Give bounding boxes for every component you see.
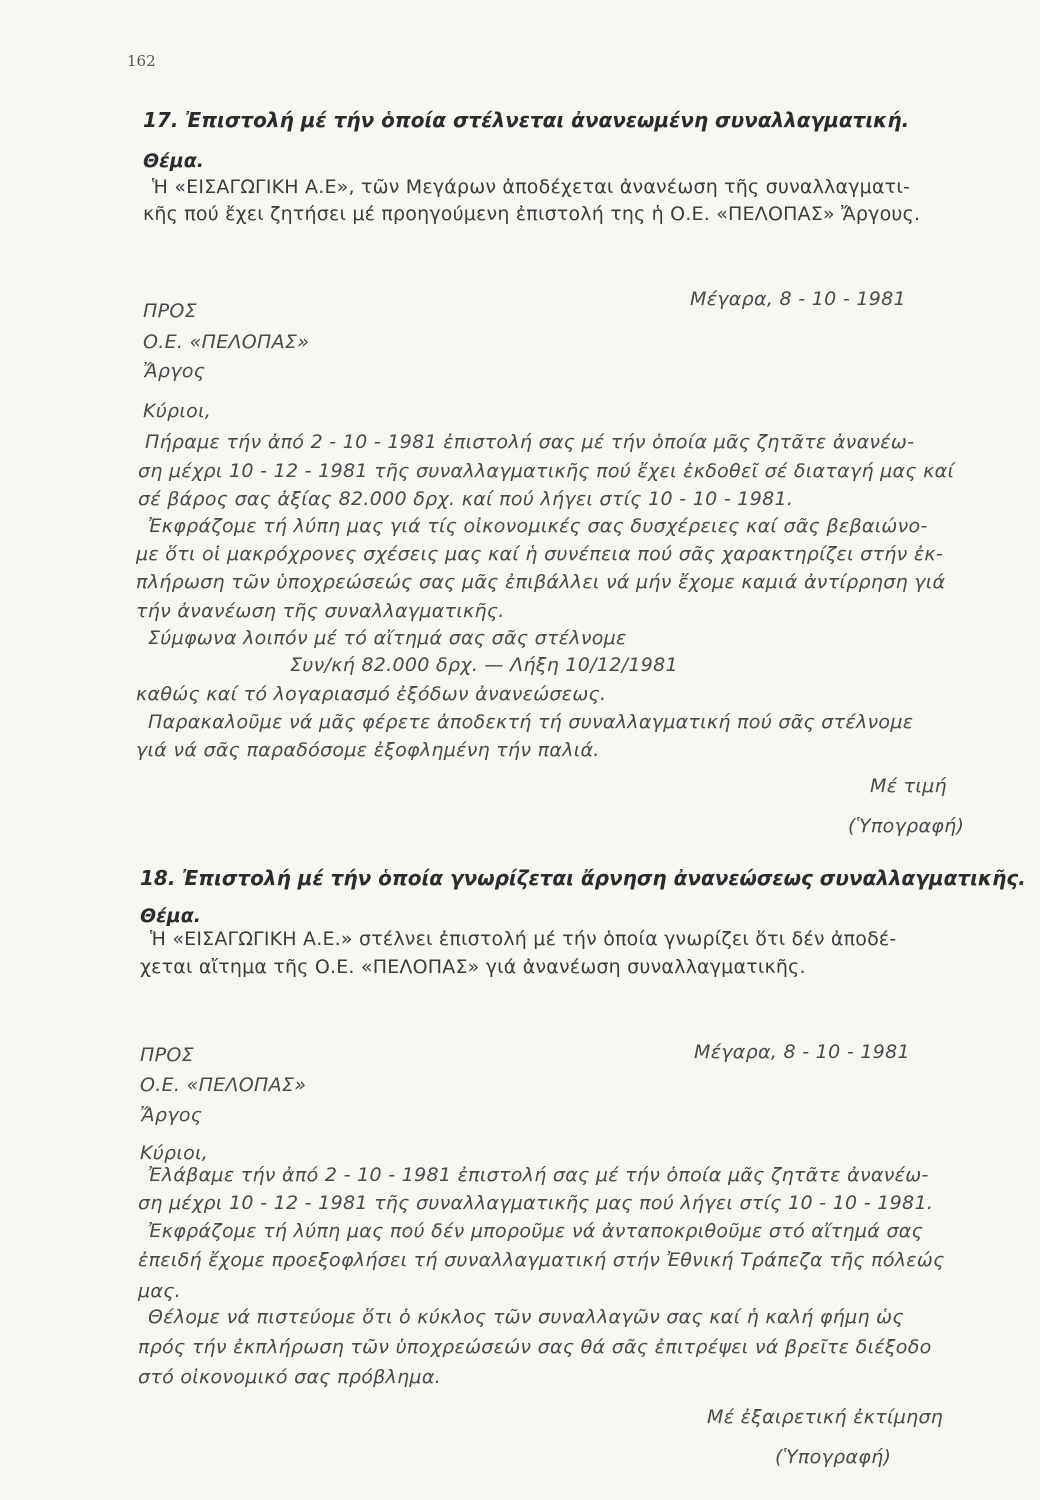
section-17-subject-line: κῆς πού ἔχει ζητήσει μέ προηγούμενη ἐπιστολή της ἡ Ο.Ε. «ΠΕΛΟΠΑΣ» Ἄργους. <box>143 203 921 225</box>
section-17-body-line: Ἐκφράζομε τή λύπη μας γιά τίς οἰκονομικές σας δυσχέρειες καί σᾶς βεβαιώνο- <box>148 515 928 537</box>
section-17-subject-label: Θέμα. <box>143 150 204 172</box>
section-17-body-line: πλήρωση τῶν ὑποχρεώσεώς σας μᾶς ἐπιβάλλει νά μήν ἔχομε καμιά ἀντίρρηση γιά <box>136 571 946 593</box>
section-18-body-line: μας. <box>138 1280 182 1302</box>
section-18-body-line: Ἐκφράζομε τή λύπη μας πού δέν μποροῦμε νά ἀνταποκριθοῦμε στό αἴτημά σας <box>148 1220 924 1242</box>
section-17-body-line: καθώς καί τό λογαριασμό ἐξόδων ἀνανεώσεως. <box>136 683 607 705</box>
section-17-body-line: Συν/κή 82.000 δρχ. — Λήξη 10/12/1981 <box>290 654 678 676</box>
section-17-closing: Μέ τιμή <box>870 775 947 797</box>
section-18-date: Μέγαρα, 8 - 10 - 1981 <box>694 1041 910 1063</box>
section-18-body-line: ἐπειδή ἔχομε προεξοφλήσει τή συναλλαγματική στήν Ἐθνική Τράπεζα τῆς πόλεώς <box>138 1249 945 1271</box>
section-18-body-line: Θέλομε νά πιστεύομε ὅτι ὁ κύκλος τῶν συναλλαγῶν σας καί ἡ καλή φήμη ὡς <box>148 1306 904 1328</box>
section-17-body-line: Πήραμε τήν ἀπό 2 - 10 - 1981 ἐπιστολή σας μέ τήν ὁποία μᾶς ζητᾶτε ἀνανέω- <box>145 431 915 453</box>
section-17-recipient: Ο.Ε. «ΠΕΛΟΠΑΣ» <box>143 331 310 353</box>
section-18-subject-label: Θέμα. <box>140 905 201 927</box>
section-17-body-line: με ὅτι οἱ μακρόχρονες σχέσεις μας καί ἡ συνέπεια πού σᾶς χαρακτηρίζει στήν ἐκ- <box>136 543 944 565</box>
section-18-body-line: στό οἰκονομικό σας πρόβλημα. <box>138 1366 441 1388</box>
section-18-heading: 18. Ἐπιστολή μέ τήν ὁποία γνωρίζεται ἄρνηση ἀνανεώσεως συναλλαγματικῆς. <box>140 866 1026 890</box>
section-18-subject-line: Ἡ «ΕΙΣΑΓΩΓΙΚΗ Α.Ε.» στέλνει ἐπιστολή μέ τήν ὁποία γνωρίζει ὅτι δέν ἀποδέ- <box>150 928 897 950</box>
section-17-city: Ἄργος <box>143 360 206 382</box>
section-17-body-line: σέ βάρος σας ἀξίας 82.000 δρχ. καί πού λήγει στίς 10 - 10 - 1981. <box>138 488 794 510</box>
section-17-signature: (Ὑπογραφή) <box>848 815 965 837</box>
section-18-recipient: Ο.Ε. «ΠΕΛΟΠΑΣ» <box>140 1074 307 1096</box>
section-18-city: Ἄργος <box>140 1104 203 1126</box>
section-17-heading: 17. Ἐπιστολή μέ τήν ὁποία στέλνεται ἀνανεωμένη συναλλαγματική. <box>143 108 910 132</box>
section-17-body-line: ση μέχρι 10 - 12 - 1981 τῆς συναλλαγματικῆς πού ἔχει ἐκδοθεῖ σέ διαταγή μας καί <box>138 460 955 482</box>
section-18-to-label: ΠΡΟΣ <box>140 1044 194 1066</box>
section-18-signature: (Ὑπογραφή) <box>775 1446 892 1468</box>
section-17-body-line: Παρακαλοῦμε νά μᾶς φέρετε ἀποδεκτή τή συναλλαγματική πού σᾶς στέλνομε <box>148 711 914 733</box>
section-17-body-line: τήν ἀνανέωση τῆς συναλλαγματικῆς. <box>136 600 505 622</box>
section-18-subject-line: χεται αἴτημα τῆς Ο.Ε. «ΠΕΛΟΠΑΣ» γιά ἀνανέωση συναλλαγματικῆς. <box>140 956 806 978</box>
section-18-body-line: ση μέχρι 10 - 12 - 1981 τῆς συναλλαγματικῆς μας πού λήγει στίς 10 - 10 - 1981. <box>138 1192 934 1214</box>
section-17-subject-line: Ἡ «ΕΙΣΑΓΩΓΙΚΗ Α.Ε», τῶν Μεγάρων ἀποδέχεται ἀνανέωση τῆς συναλλαγματι- <box>152 176 911 198</box>
page-number: 162 <box>127 52 156 70</box>
section-17-body-line: Σύμφωνα λοιπόν μέ τό αἴτημά σας σᾶς στέλνομε <box>148 627 627 649</box>
section-18-body-line: Ἐλάβαμε τήν ἀπό 2 - 10 - 1981 ἐπιστολή σας μέ τήν ὁποία μᾶς ζητᾶτε ἀνανέω- <box>148 1164 929 1186</box>
section-17-salutation: Κύριοι, <box>143 400 212 422</box>
section-18-salutation: Κύριοι, <box>140 1142 209 1164</box>
section-18-closing: Μέ ἐξαιρετική ἐκτίμηση <box>707 1406 944 1428</box>
section-17-to-label: ΠΡΟΣ <box>143 300 197 322</box>
section-17-body-line: γιά νά σᾶς παραδόσομε ἐξοφλημένη τήν παλιά. <box>136 739 600 761</box>
section-18-body-line: πρός τήν ἐκπλήρωση τῶν ὑποχρεώσεών σας θά σᾶς ἐπιτρέψει νά βρεῖτε διέξοδο <box>138 1336 932 1358</box>
section-17-date: Μέγαρα, 8 - 10 - 1981 <box>690 288 906 310</box>
